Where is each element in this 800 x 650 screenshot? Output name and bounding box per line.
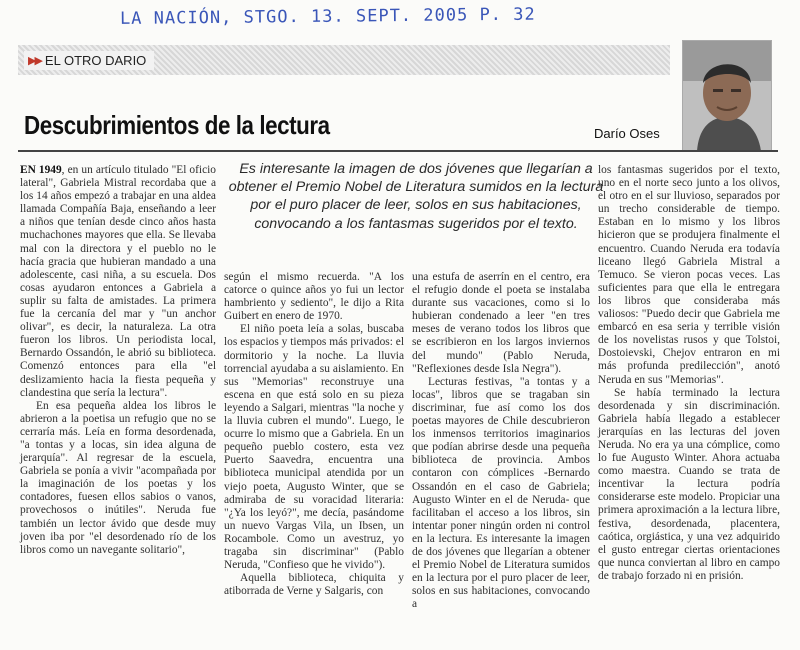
author-photo	[682, 40, 772, 152]
byline: Darío Oses	[594, 126, 660, 141]
headline: Descubrimientos de la lectura	[24, 110, 330, 140]
pull-quote: Es interesante la imagen de dos jóvenes que llegarían a obtener el Premio Nobel de Literatura sumidos en la lectura por el puro placer de leer, solos en sus habitaciones, convocando a los fantasmas sugeridos por el texto.	[228, 161, 604, 232]
paragraph: según el mismo recuerda. "A los catorce o quince años yo fui un lector hambriento y sediento", le dijo a Rita Guibert en enero de 1970.	[224, 271, 404, 323]
paragraph-text: , en un artículo titulado "El oficio lateral", Gabriela Mistral recordaba que a los 14 años empezó a trabajar en una aldea llamada Compañía Baja, enseñando a leer a niños que tenían desde cinco años hasta muchachones mayores que ella. Se llevaba mal con la directora y el pueblo no le hacía gracia que hubieran mandado a una adolescente, casi niña, a su escuela. Dos cosas ayudaron entonces a Gabriela a suplir su falta de amistades. La primera fue la cercanía del mar y "un anchor olivar", es decir, la naturaleza. La otra fueron los libros. Un periodista local, Bernardo Ossandón, le abrió su biblioteca. Comenzó entonces para ella "el deslizamiento hacia la fiesta pequeña y clandestina que sería la lectura".	[20, 164, 216, 399]
article-column-3	[412, 271, 590, 611]
article-column-4	[598, 164, 780, 583]
paragraph: Aquella biblioteca, chiquita y atiborrada de Verne y Salgaris, con	[224, 572, 404, 598]
article-column-1	[20, 164, 216, 557]
paragraph: una estufa de aserrín en el centro, era el refugio donde el poeta se instalaba durante sus vacaciones, como si lo hubieran condenado a leer "en tres meses de verano todos los libros que se escribieron en los largos inviernos del mundo" (Pablo Neruda, "Reflexiones desde Isla Negra").	[412, 271, 590, 375]
paragraph: En esa pequeña aldea los libros le abrieron a la poetisa un refugio que no se cerraría más. Leía en forma desordenada, "a tontas y a locas, sin idea alguna de jerarquía". Al regresar de la escuela, Gabriela se ponía a vivir "acompañada por la imaginación de los poetas y los contadores, fuesen ellos sabios o vanos, provechosos o inútiles". Neruda fue también un lector ávido que desde muy joven iba por "el desordenado río de los libros como un navegante solitario",	[20, 399, 216, 556]
double-chevron-icon: ▶▶	[28, 54, 41, 67]
paragraph: Se había terminado la lectura desordenada y sin discriminación. Gabriela había llegado a establecer jerarquías en las lecturas del joven Neruda. No era ya una cómplice, como lo fue Augusto Winter. Ahora actuaba como maestra. Cuando se trata de incentivar la lectura podría considerarse este modelo. Propiciar una primera aproximación a la lectura libre, festiva, desordenada, placentera, caótica, orgiástica, y una vez adquirido el gusto entregar ciertas orientaciones que nunca conviertan al libro en campo de trabajo forzado ni en prisión.	[598, 386, 780, 582]
paragraph	[20, 164, 216, 400]
section-bar	[18, 45, 670, 75]
author-portrait-icon	[683, 41, 771, 151]
section-label-text: EL OTRO DARIO	[44, 52, 147, 68]
paragraph: Lecturas festivas, "a tontas y a locas", libros que se tragaban sin discriminar, fue así como los dos poetas mayores de Chile descubrieron los inmensos territorios imaginarios que podían abrirse desde una pequeña biblioteca de provincia. Ambos contaron con cómplices -Bernardo Ossandón en el caso de Gabriela; Augusto Winter en el de Neruda- que facilitaban el acceso a los libros, sin intentar poner ningún orden ni control en la lectura. Es interesante la imagen de dos jóvenes que llegarían a obtener el Premio Nobel de Literatura sumidos en la lectura por el puro placer de leer, solos en sus habitaciones, convocando a	[412, 375, 590, 611]
handwritten-clipping-note: LA NACIÓN, STGO. 13. SEPT. 2005 P. 32	[119, 4, 536, 29]
paragraph: El niño poeta leía a solas, buscaba los espacios y tiempos más privados: el dormitorio y la noche. La lluvia torrencial ayudaba a su aislamiento. En sus "Memorias" reconstruye una escena en que está solo en su pieza leyendo a Salgari, mientras "la noche y la lluvia cubren el mundo". Luego, le ocurre lo mismo que a Gabriela. En un pequeño pueblo costero, esta vez Puerto Saavedra, encuentra una biblioteca municipal atendida por un viejo poeta, Augusto Winter, que se admiraba de su voracidad literaria: "¿Ya los leyó?", me decía, pasándome un nuevo Vargas Vila, un Ibsen, un Rocambole. Como un avestruz, yo tragaba sin discriminar" (Pablo Neruda, "Confieso que he vivido").	[224, 323, 404, 572]
section-label	[24, 51, 154, 70]
lead-in: EN 1949	[20, 164, 62, 176]
article-column-2	[224, 271, 404, 598]
divider-rule	[18, 150, 778, 152]
paragraph: los fantasmas sugeridos por el texto, uno en el norte seco junto a los olivos, el otro en el sur lluvioso, separados por un trecho considerable de tiempo. Estaban en lo mismo y los libros hicieron que se produjera finalmente el encuentro. Cuando Neruda era todavía liceano llegó Gabriela Mistral a Temuco. Se vieron pocas veces. Las suficientes para que ella le entregara los libros que consideraba más valiosos: "Puedo decir que Gabriela me embarcó en esa seria y terrible visión de los novelistas rusos y que Tolstoi, Dostoievski, Chejov entraron en mi más profunda predilección", anotó Neruda en sus "Memorias".	[598, 164, 780, 386]
